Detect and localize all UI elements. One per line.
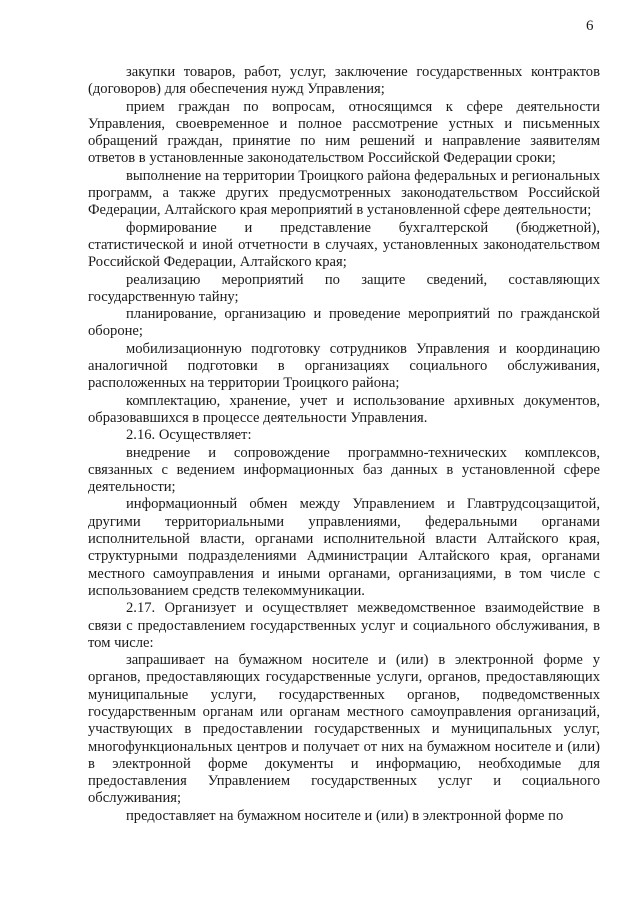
paragraph: информационный обмен между Управлением и Главтрудсоцзащитой, другими территориальными управлениями, федеральными органами исполнительной власти, органами исполнительной власти Алтайского края, структурными подразделениями Администрации Алтайского края, органами местного самоуправления и иными органами, организациями, в том числе с использованием средств телекоммуникации.: [88, 496, 600, 599]
paragraph: запрашивает на бумажном носителе и (или) в электронной форме у органов, предоставляющих государственные услуги, органов, предоставляющих муниципальные услуги, государственных органов, подведомственных государственным органам или органам местного самоуправления организаций, участвующих в предоставлении государственных и муниципальных услуг, многофункциональных центров и получает от них на бумажном носителе и (или) в электронной форме документы и информацию, необходимые для предоставления Управлением государственных услуг и социального обслуживания;: [88, 652, 600, 807]
paragraph: комплектацию, хранение, учет и использование архивных документов, образовавшихся в процессе деятельности Управления.: [88, 392, 600, 426]
paragraph: выполнение на территории Троицкого района федеральных и региональных программ, а также других предусмотренных законодательством Российской Федерации, Алтайского края мероприятий в установленной сфере деятельности;: [88, 167, 600, 219]
section-heading: 2.16. Осуществляет:: [126, 427, 252, 444]
paragraph: мобилизационную подготовку сотрудников Управления и координацию аналогичной подготовки в организациях социального обслуживания, расположенных на территории Троицкого района;: [88, 340, 600, 392]
page-number: 6: [586, 18, 594, 34]
document-body: [88, 64, 600, 825]
paragraph: внедрение и сопровождение программно-технических комплексов, связанных с ведением информационных баз данных в установленной сфере деятельности;: [88, 444, 600, 496]
paragraph: предоставляет на бумажном носителе и (или) в электронной форме по: [126, 807, 564, 824]
paragraph: закупки товаров, работ, услуг, заключение государственных контрактов (договоров) для обеспечения нужд Управления;: [88, 64, 600, 98]
paragraph: прием граждан по вопросам, относящимся к сфере деятельности Управления, своевременное и полное рассмотрение устных и письменных обращений граждан, принятие по ним решений и направление заявителям ответов в установленные законодательством Российской Федерации сроки;: [88, 98, 600, 167]
paragraph: реализацию мероприятий по защите сведений, составляющих государственную тайну;: [88, 271, 600, 305]
paragraph: планирование, организацию и проведение мероприятий по гражданской обороне;: [88, 306, 600, 340]
paragraph: формирование и представление бухгалтерской (бюджетной), статистической и иной отчетности в случаях, установленных законодательством Российской Федерации, Алтайского края;: [88, 219, 600, 271]
section-heading: 2.17. Организует и осуществляет межведомственное взаимодействие в связи с предоставлением государственных услуг и социального обслуживания, в том числе:: [88, 600, 600, 651]
